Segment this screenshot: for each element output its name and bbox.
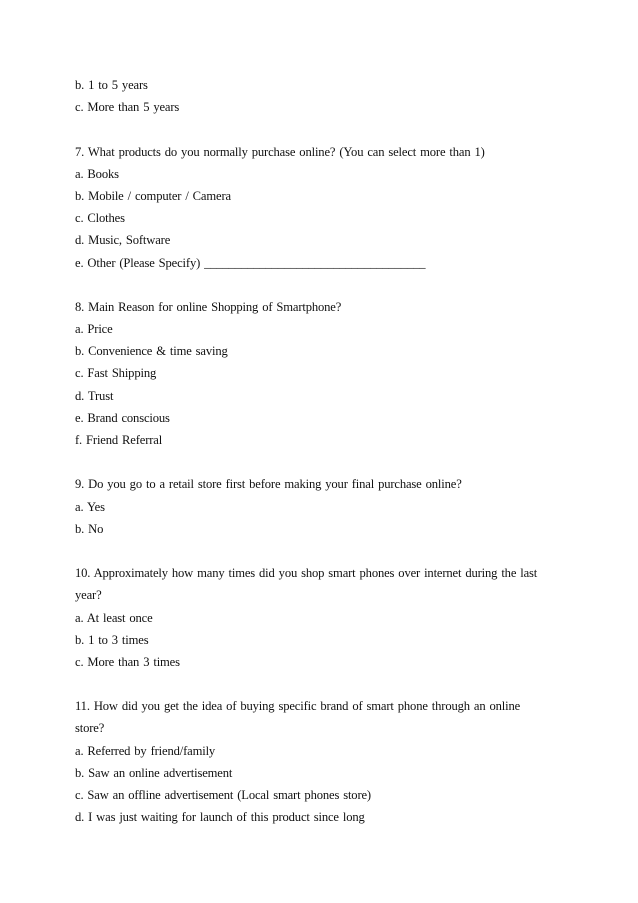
question-8-option-b: b. Convenience & time saving	[75, 344, 228, 359]
question-11	[75, 695, 570, 828]
question-7-option-b: b. Mobile / computer / Camera	[75, 188, 231, 203]
question-9-text: 9. Do you go to a retail store first before making your final purchase online?	[75, 477, 462, 492]
question-11-option-a: a. Referred by friend/family	[75, 743, 216, 758]
question-7-text: 7. What products do you normally purchase online? (You can select more than 1)	[75, 144, 485, 159]
question-7-option-e: e. Other (Please Specify) ____________________________________	[75, 255, 426, 270]
question-11-option-d: d. I was just waiting for launch of this product since long	[75, 810, 365, 825]
option-c: c. More than 5 years	[75, 100, 180, 115]
question-10-option-b: b. 1 to 3 times	[75, 632, 149, 647]
question-8-option-d: d. Trust	[75, 388, 114, 403]
question-9-option-a: a. Yes	[75, 499, 105, 514]
question-8-option-c: c. Fast Shipping	[75, 366, 157, 381]
question-11-option-b: b. Saw an online advertisement	[75, 765, 233, 780]
questionnaire-text	[75, 74, 570, 828]
option-b: b. 1 to 5 years	[75, 78, 148, 92]
question-10-option-a: a. At least once	[75, 610, 153, 625]
paragraph-gap	[75, 118, 570, 140]
question-9-option-b: b. No	[75, 521, 104, 536]
paragraph-gap	[75, 673, 570, 695]
question-11-text-line-1: 11. How did you get the idea of buying specific brand of smart phone through an online	[75, 699, 521, 714]
question-8-text: 8. Main Reason for online Shopping of Smartphone?	[75, 299, 342, 314]
question-7	[75, 141, 570, 274]
question-9	[75, 473, 570, 540]
question-8-option-a: a. Price	[75, 322, 113, 337]
paragraph-gap	[75, 274, 570, 296]
question-7-option-d: d. Music, Software	[75, 233, 171, 248]
question-7-option-c: c. Clothes	[75, 211, 125, 226]
question-7-option-a: a. Books	[75, 166, 119, 181]
question-8	[75, 296, 570, 451]
question-10	[75, 562, 570, 673]
question-10-text-line-2: year?	[75, 588, 102, 603]
question-11-option-c: c. Saw an offline advertisement (Local smart phones store)	[75, 788, 371, 802]
question-11-text-line-2: store?	[75, 721, 105, 736]
paragraph-gap	[75, 540, 570, 562]
paragraph-gap	[75, 451, 570, 473]
question-10-text-line-1: 10. Approximately how many times did you shop smart phones over internet during the last	[75, 566, 538, 581]
question-10-option-c: c. More than 3 times	[75, 654, 180, 669]
question-8-option-f: f. Friend Referral	[75, 433, 163, 447]
previous-question-continuation	[75, 74, 570, 118]
question-8-option-e: e. Brand conscious	[75, 410, 170, 425]
